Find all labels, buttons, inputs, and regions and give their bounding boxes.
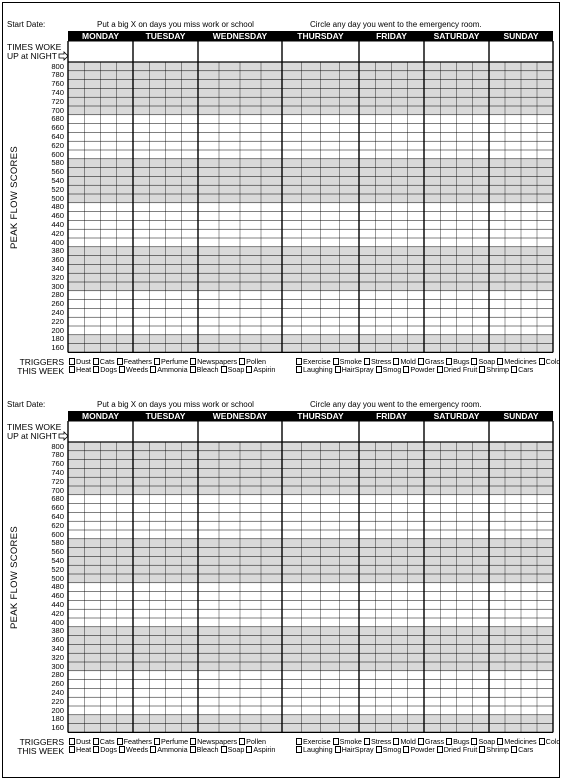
trigger-row: [69, 746, 277, 754]
day-header-thursday: THURSDAY: [282, 411, 359, 421]
trigger-label: Grass: [424, 736, 445, 746]
peak-flow-label: 200: [51, 325, 64, 335]
peak-flow-column-saturday[interactable]: [424, 442, 489, 732]
trigger-label: Mold: [400, 356, 416, 366]
day-header-wednesday: WEDNESDAY: [198, 411, 282, 421]
peak-flow-label: 240: [51, 687, 64, 697]
trigger-label: Powder: [410, 745, 435, 755]
triggers-label: TRIGGERS: [19, 357, 64, 368]
trigger-label: Dust: [76, 736, 91, 746]
start-date-label: Start Date:: [7, 20, 46, 29]
times-woke-cell-saturday[interactable]: [424, 41, 489, 62]
trigger-label: Pollen: [246, 736, 267, 746]
peak-flow-column-saturday[interactable]: [424, 62, 489, 352]
peak-flow-axis-title: PEAK FLOW SCORES: [9, 526, 20, 630]
peak-flow-label: 440: [51, 219, 64, 229]
peak-flow-label: 280: [51, 670, 64, 680]
trigger-checkbox-soap[interactable]: [221, 365, 245, 374]
checkbox-icon: [117, 358, 123, 365]
trigger-label: Medicines: [504, 736, 537, 746]
peak-flow-label: 600: [51, 529, 64, 539]
day-header-tuesday: TUESDAY: [133, 411, 198, 421]
trigger-checkbox-hairspray[interactable]: [335, 365, 374, 374]
day-header-tuesday: TUESDAY: [133, 31, 198, 41]
checkbox-icon: [119, 366, 125, 373]
times-woke-cell-monday[interactable]: [68, 41, 133, 62]
trigger-checkbox-cars[interactable]: [511, 365, 533, 374]
trigger-checkbox-dried-fruit[interactable]: [437, 745, 478, 754]
trigger-label: Bugs: [453, 356, 470, 366]
peak-flow-label: 720: [51, 96, 64, 106]
checkbox-icon: [471, 738, 477, 745]
peak-flow-column-wednesday[interactable]: [198, 62, 282, 352]
trigger-checkbox-heat[interactable]: [69, 365, 91, 374]
peak-flow-label: 620: [51, 140, 64, 150]
trigger-checkbox-dogs[interactable]: [93, 745, 117, 754]
checkbox-icon: [479, 746, 485, 753]
trigger-checkbox-heat[interactable]: [69, 745, 91, 754]
checkbox-icon: [335, 366, 341, 373]
peak-flow-label: 480: [51, 582, 64, 592]
trigger-label: Shrimp: [486, 745, 510, 755]
trigger-label: Weeds: [125, 745, 149, 755]
checkbox-icon: [221, 746, 227, 753]
peak-flow-label: 640: [51, 131, 64, 141]
peak-flow-label: 420: [51, 228, 64, 238]
checkbox-icon: [437, 366, 443, 373]
times-woke-cell-friday[interactable]: [359, 41, 424, 62]
trigger-label: Ammonia: [157, 365, 188, 375]
peak-flow-column-thursday[interactable]: [282, 62, 359, 352]
peak-flow-label: 220: [51, 316, 64, 326]
times-woke-cell-thursday[interactable]: [282, 421, 359, 442]
peak-flow-label: 660: [51, 123, 64, 133]
peak-flow-label: 260: [51, 679, 64, 689]
peak-flow-label: 380: [51, 626, 64, 636]
peak-flow-column-wednesday[interactable]: [198, 442, 282, 732]
times-woke-cell-friday[interactable]: [359, 421, 424, 442]
checkbox-icon: [246, 366, 252, 373]
checkbox-icon: [403, 746, 409, 753]
peak-flow-label: 560: [51, 547, 64, 557]
checkbox-icon: [333, 358, 339, 365]
checkbox-icon: [119, 746, 125, 753]
trigger-label: Cold: [545, 356, 561, 366]
peak-flow-label: 280: [51, 290, 64, 300]
trigger-label: Weeds: [125, 365, 149, 375]
peak-flow-column-thursday[interactable]: [282, 442, 359, 732]
checkbox-icon: [539, 358, 545, 365]
trigger-checkbox-weeds[interactable]: [119, 365, 148, 374]
checkbox-icon: [393, 738, 399, 745]
peak-flow-label: 220: [51, 696, 64, 706]
checkbox-icon: [190, 746, 196, 753]
trigger-label: Dried Fruit: [443, 365, 478, 375]
checkbox-icon: [446, 358, 452, 365]
peak-flow-column-monday[interactable]: [68, 442, 133, 732]
trigger-checkbox-soap[interactable]: [221, 745, 245, 754]
trigger-label: Cold: [545, 736, 561, 746]
peak-flow-column-tuesday[interactable]: [133, 62, 198, 352]
trigger-checkbox-ammonia[interactable]: [150, 365, 187, 374]
checkbox-icon: [335, 746, 341, 753]
peak-flow-label: 780: [51, 70, 64, 80]
trigger-checkbox-powder[interactable]: [403, 745, 434, 754]
checkbox-icon: [539, 738, 545, 745]
trigger-label: Aspirin: [253, 745, 276, 755]
checkbox-icon: [69, 746, 75, 753]
this-week-label: THIS WEEK: [17, 366, 64, 377]
trigger-row: [296, 366, 535, 374]
peak-flow-label: 180: [51, 714, 64, 724]
day-header-friday: FRIDAY: [359, 31, 424, 41]
checkbox-icon: [437, 746, 443, 753]
peak-flow-label: 320: [51, 652, 64, 662]
times-woke-cell-sunday[interactable]: [489, 421, 553, 442]
day-header-wednesday: WEDNESDAY: [198, 31, 282, 41]
checkbox-icon: [154, 738, 160, 745]
peak-flow-label: 440: [51, 599, 64, 609]
checkbox-icon: [150, 746, 156, 753]
trigger-checkbox-cold[interactable]: [539, 357, 561, 366]
checkbox-icon: [296, 358, 302, 365]
peak-flow-column-monday[interactable]: [68, 62, 133, 352]
peak-flow-label: 480: [51, 202, 64, 212]
trigger-label: Heat: [76, 365, 92, 375]
trigger-label: Smog: [382, 365, 402, 375]
trigger-label: Dogs: [100, 745, 117, 755]
trigger-checkbox-cold[interactable]: [539, 737, 561, 746]
times-woke-cell-tuesday[interactable]: [133, 41, 198, 62]
peak-flow-label: 780: [51, 450, 64, 460]
trigger-label: Laughing: [303, 745, 333, 755]
peak-flow-label: 340: [51, 643, 64, 653]
trigger-row: [296, 746, 535, 754]
trigger-label: Stress: [370, 736, 392, 746]
trigger-checkbox-bleach[interactable]: [190, 745, 219, 754]
trigger-label: Exercise: [303, 736, 331, 746]
checkbox-icon: [239, 358, 245, 365]
day-header-thursday: THURSDAY: [282, 31, 359, 41]
trigger-label: Cars: [518, 745, 534, 755]
checkbox-icon: [93, 366, 99, 373]
peak-flow-column-friday[interactable]: [359, 442, 424, 732]
trigger-label: Heat: [76, 745, 92, 755]
checkbox-icon: [511, 746, 517, 753]
peak-flow-column-sunday[interactable]: [489, 442, 553, 732]
checkbox-icon: [393, 358, 399, 365]
trigger-label: Perfume: [160, 736, 189, 746]
peak-flow-label: 500: [51, 573, 64, 583]
checkbox-icon: [479, 366, 485, 373]
peak-flow-label: 580: [51, 158, 64, 168]
trigger-label: Grass: [424, 356, 445, 366]
trigger-checkbox-ammonia[interactable]: [150, 745, 187, 754]
peak-flow-label: 300: [51, 661, 64, 671]
checkbox-icon: [497, 738, 503, 745]
peak-flow-label: 400: [51, 237, 64, 247]
checkbox-icon: [403, 366, 409, 373]
trigger-checkbox-smog[interactable]: [376, 365, 402, 374]
peak-flow-label: 560: [51, 167, 64, 177]
times-woke-cell-thursday[interactable]: [282, 41, 359, 62]
times-woke-cell-saturday[interactable]: [424, 421, 489, 442]
peak-flow-label: 540: [51, 175, 64, 185]
trigger-label: Cats: [99, 736, 115, 746]
peak-flow-label: 260: [51, 299, 64, 309]
trigger-label: Soap: [478, 356, 496, 366]
peak-flow-label: 660: [51, 503, 64, 513]
peak-flow-label: 720: [51, 476, 64, 486]
checkbox-icon: [497, 358, 503, 365]
trigger-checkbox-cars[interactable]: [511, 745, 533, 754]
peak-flow-label: 160: [51, 343, 64, 353]
miss-note: Put a big X on days you miss work or school: [97, 400, 254, 409]
trigger-label: Soap: [227, 745, 245, 755]
peak-flow-label: 360: [51, 255, 64, 265]
trigger-label: Stress: [370, 356, 392, 366]
triggers-label: TRIGGERS: [19, 737, 64, 748]
trigger-checkbox-bleach[interactable]: [190, 365, 219, 374]
checkbox-icon: [93, 738, 99, 745]
trigger-label: Powder: [410, 365, 435, 375]
up-at-night-label: UP at NIGHT: [7, 431, 57, 441]
peak-flow-label: 740: [51, 87, 64, 97]
trigger-label: Ammonia: [157, 745, 188, 755]
trigger-row: [69, 366, 277, 374]
peak-flow-label: 520: [51, 564, 64, 574]
trigger-label: Dogs: [100, 365, 117, 375]
trigger-checkbox-laughing[interactable]: [296, 365, 333, 374]
peak-flow-label: 240: [51, 307, 64, 317]
times-woke-label: TIMES WOKE: [7, 42, 62, 52]
checkbox-icon: [376, 366, 382, 373]
checkbox-icon: [296, 738, 302, 745]
checkbox-icon: [69, 366, 75, 373]
peak-flow-label: 200: [51, 705, 64, 715]
trigger-checkbox-smog[interactable]: [376, 745, 402, 754]
trigger-checkbox-laughing[interactable]: [296, 745, 333, 754]
trigger-label: Newspapers: [197, 736, 238, 746]
trigger-label: Bleach: [196, 745, 219, 755]
checkbox-icon: [154, 358, 160, 365]
peak-flow-label: 460: [51, 591, 64, 601]
checkbox-icon: [376, 746, 382, 753]
checkbox-icon: [93, 358, 99, 365]
trigger-label: Laughing: [303, 365, 333, 375]
day-header-friday: FRIDAY: [359, 411, 424, 421]
checkbox-icon: [333, 738, 339, 745]
peak-flow-label: 400: [51, 617, 64, 627]
peak-flow-label: 500: [51, 193, 64, 203]
peak-flow-label: 580: [51, 538, 64, 548]
peak-flow-label: 300: [51, 281, 64, 291]
checkbox-icon: [221, 366, 227, 373]
day-header-sunday: SUNDAY: [489, 31, 553, 41]
peak-flow-label: 160: [51, 723, 64, 733]
trigger-label: Dust: [76, 356, 91, 366]
peak-flow-label: 180: [51, 334, 64, 344]
times-woke-cell-monday[interactable]: [68, 421, 133, 442]
trigger-label: Smoke: [339, 736, 362, 746]
day-header-saturday: SATURDAY: [424, 411, 489, 421]
trigger-checkbox-aspirin[interactable]: [246, 365, 275, 374]
miss-note: Put a big X on days you miss work or school: [97, 20, 254, 29]
trigger-label: Smog: [382, 745, 402, 755]
trigger-label: Newspapers: [197, 356, 238, 366]
up-at-night-label: UP at NIGHT: [7, 51, 57, 61]
times-woke-cell-tuesday[interactable]: [133, 421, 198, 442]
day-header-monday: MONDAY: [68, 31, 133, 41]
peak-flow-label: 380: [51, 246, 64, 256]
checkbox-icon: [364, 358, 370, 365]
trigger-label: Shrimp: [486, 365, 510, 375]
checkbox-icon: [471, 358, 477, 365]
trigger-checkbox-hairspray[interactable]: [335, 745, 374, 754]
times-woke-cell-sunday[interactable]: [489, 41, 553, 62]
trigger-label: Cars: [518, 365, 534, 375]
trigger-label: Aspirin: [253, 365, 276, 375]
times-woke-cell-wednesday[interactable]: [198, 41, 282, 62]
peak-flow-label: 760: [51, 459, 64, 469]
trigger-label: Perfume: [160, 356, 189, 366]
peak-flow-label: 520: [51, 184, 64, 194]
peak-flow-label: 320: [51, 272, 64, 282]
trigger-checkbox-dogs[interactable]: [93, 365, 117, 374]
peak-flow-label: 800: [51, 441, 64, 451]
day-header-saturday: SATURDAY: [424, 31, 489, 41]
arrow-right-icon: [59, 432, 68, 440]
er-note: Circle any day you went to the emergency room.: [310, 400, 482, 409]
trigger-label: HairSpray: [341, 365, 374, 375]
peak-flow-column-sunday[interactable]: [489, 62, 553, 352]
checkbox-icon: [69, 358, 75, 365]
times-woke-cell-wednesday[interactable]: [198, 421, 282, 442]
peak-flow-label: 600: [51, 149, 64, 159]
checkbox-icon: [93, 746, 99, 753]
peak-flow-label: 460: [51, 211, 64, 221]
trigger-label: Mold: [400, 736, 416, 746]
day-header-sunday: SUNDAY: [489, 411, 553, 421]
checkbox-icon: [446, 738, 452, 745]
start-date-label: Start Date:: [7, 400, 46, 409]
arrow-right-icon: [59, 52, 68, 60]
checkbox-icon: [246, 746, 252, 753]
checkbox-icon: [117, 738, 123, 745]
trigger-label: Feathers: [123, 736, 152, 746]
peak-flow-axis-title: PEAK FLOW SCORES: [9, 146, 20, 250]
peak-flow-label: 700: [51, 105, 64, 115]
peak-flow-column-tuesday[interactable]: [133, 442, 198, 732]
peak-flow-label: 800: [51, 61, 64, 71]
this-week-label: THIS WEEK: [17, 746, 64, 757]
checkbox-icon: [190, 358, 196, 365]
peak-flow-label: 760: [51, 79, 64, 89]
trigger-label: Dried Fruit: [443, 745, 478, 755]
checkbox-icon: [418, 738, 424, 745]
peak-flow-label: 620: [51, 520, 64, 530]
checkbox-icon: [296, 366, 302, 373]
trigger-checkbox-shrimp[interactable]: [479, 745, 509, 754]
peak-flow-label: 360: [51, 635, 64, 645]
trigger-label: Bugs: [453, 736, 470, 746]
peak-flow-label: 340: [51, 263, 64, 273]
trigger-label: Pollen: [246, 356, 267, 366]
trigger-label: HairSpray: [341, 745, 374, 755]
checkbox-icon: [190, 738, 196, 745]
day-header-monday: MONDAY: [68, 411, 133, 421]
checkbox-icon: [296, 746, 302, 753]
trigger-checkbox-aspirin[interactable]: [246, 745, 275, 754]
checkbox-icon: [239, 738, 245, 745]
trigger-label: Exercise: [303, 356, 331, 366]
checkbox-icon: [418, 358, 424, 365]
peak-flow-label: 680: [51, 494, 64, 504]
trigger-label: Soap: [478, 736, 496, 746]
checkbox-icon: [190, 366, 196, 373]
checkbox-icon: [150, 366, 156, 373]
checkbox-icon: [364, 738, 370, 745]
peak-flow-label: 700: [51, 485, 64, 495]
trigger-label: Smoke: [339, 356, 362, 366]
peak-flow-label: 420: [51, 608, 64, 618]
trigger-label: Soap: [227, 365, 245, 375]
trigger-checkbox-powder[interactable]: [403, 365, 434, 374]
trigger-checkbox-shrimp[interactable]: [479, 365, 509, 374]
times-woke-label: TIMES WOKE: [7, 422, 62, 432]
peak-flow-label: 640: [51, 511, 64, 521]
trigger-label: Bleach: [196, 365, 219, 375]
peak-flow-label: 740: [51, 467, 64, 477]
peak-flow-column-friday[interactable]: [359, 62, 424, 352]
trigger-checkbox-dried-fruit[interactable]: [437, 365, 478, 374]
checkbox-icon: [511, 366, 517, 373]
er-note: Circle any day you went to the emergency room.: [310, 20, 482, 29]
trigger-checkbox-weeds[interactable]: [119, 745, 148, 754]
trigger-label: Feathers: [123, 356, 152, 366]
checkbox-icon: [69, 738, 75, 745]
trigger-label: Cats: [99, 356, 115, 366]
peak-flow-label: 540: [51, 555, 64, 565]
trigger-label: Medicines: [504, 356, 537, 366]
peak-flow-label: 680: [51, 114, 64, 124]
